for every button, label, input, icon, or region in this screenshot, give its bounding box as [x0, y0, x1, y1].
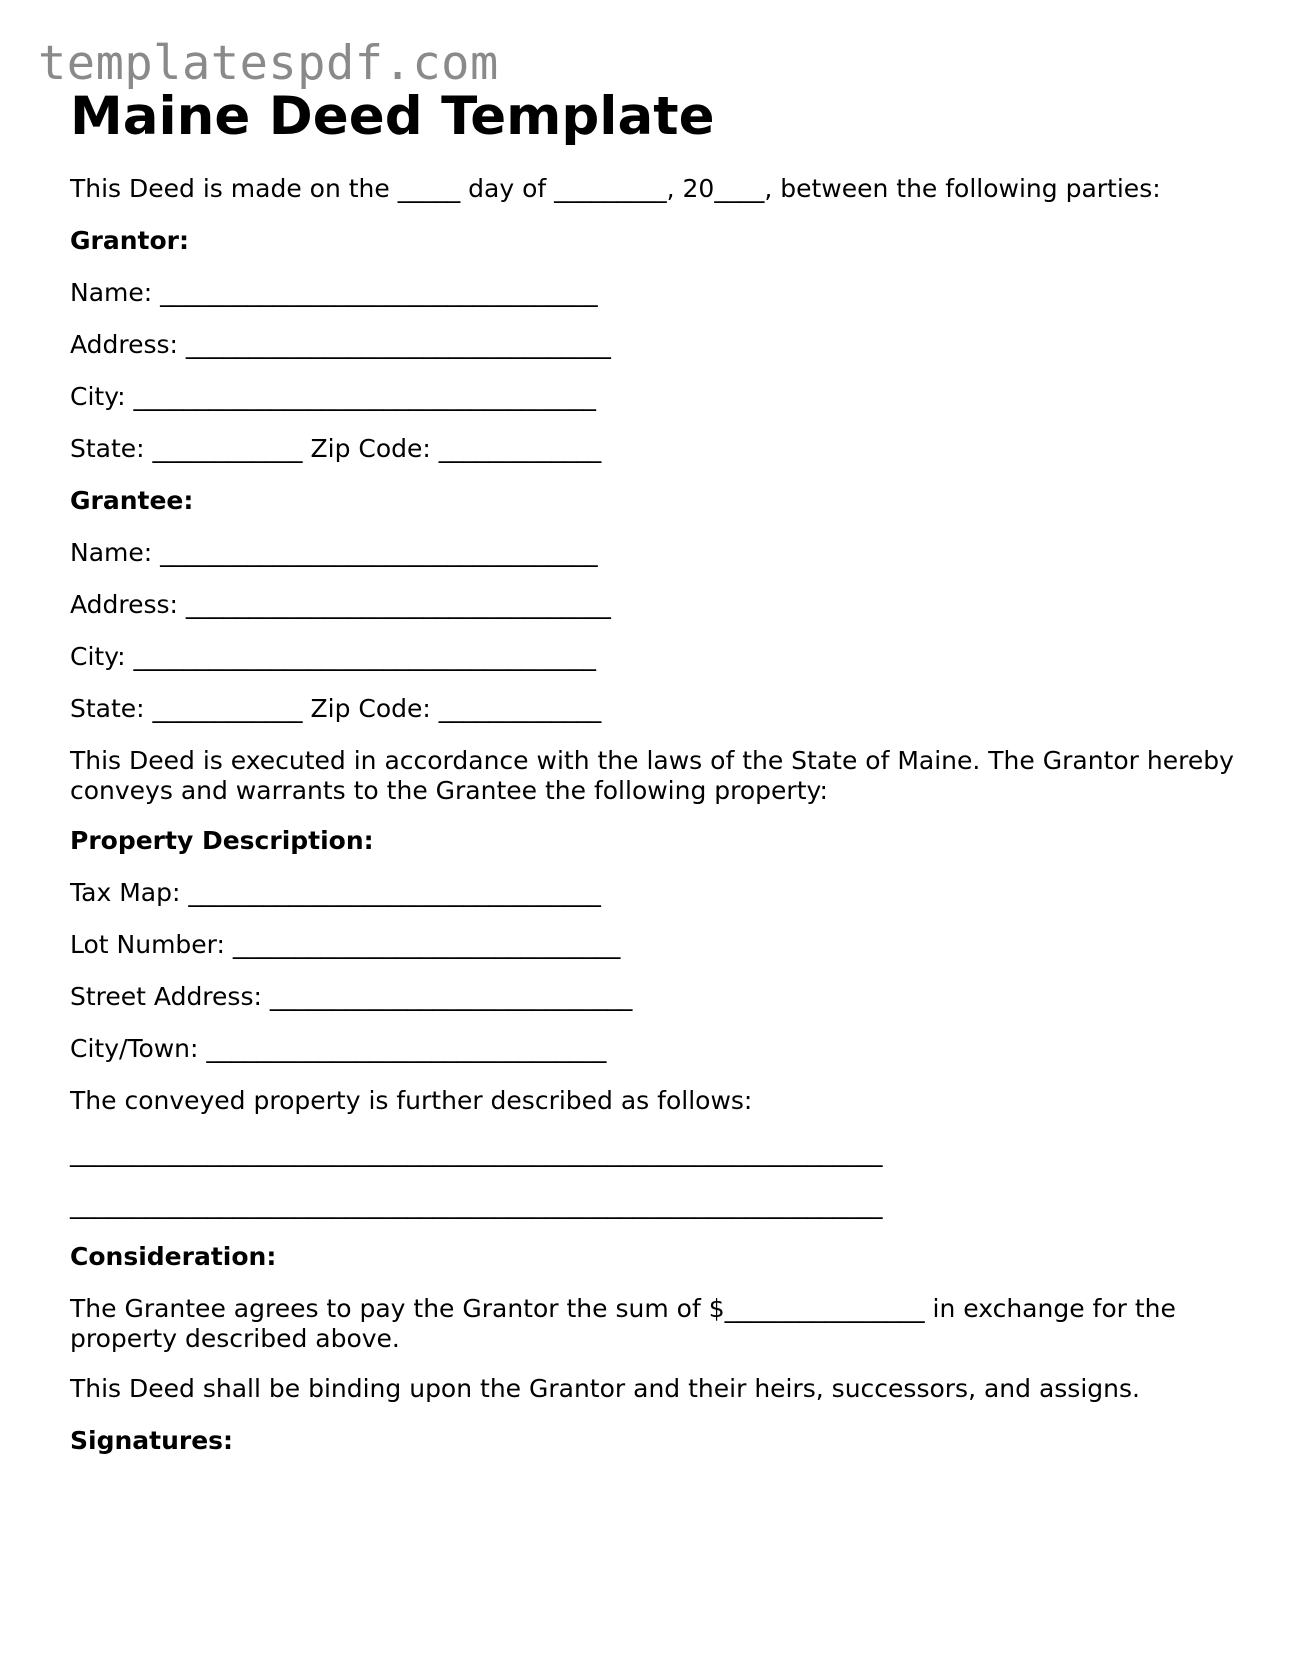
conveyance-paragraph: This Deed is executed in accordance with the laws of the State of Maine. The Grantor hereby conveys and warrants to the Grantee the following property: [70, 746, 1234, 805]
street-address-field: Street Address: _____________________________ [70, 982, 633, 1011]
watermark: templatespdf.com [38, 36, 499, 91]
grantor-name-field: Name: ___________________________________ [70, 278, 598, 307]
description-blank-line: _________________________________________________________________ [70, 1190, 883, 1219]
grantor-city-field: City: _____________________________________ [70, 382, 597, 411]
city-town-field: City/Town: ________________________________ [70, 1034, 607, 1063]
grantee-heading: Grantee: [70, 486, 194, 515]
grantee-state-zip-field: State: ____________ Zip Code: _____________ [70, 694, 602, 723]
consideration-paragraph: The Grantee agrees to pay the Grantor the sum of $________________ in exchange for the property described above. [70, 1294, 1176, 1353]
grantee-city-field: City: _____________________________________ [70, 642, 597, 671]
binding-paragraph: This Deed shall be binding upon the Grantor and their heirs, successors, and assigns. [70, 1374, 1140, 1403]
grantor-address-field: Address: __________________________________ [70, 330, 611, 359]
lot-number-field: Lot Number: _______________________________ [70, 930, 621, 959]
further-description-text: The conveyed property is further described as follows: [70, 1086, 753, 1115]
tax-map-field: Tax Map: _________________________________ [70, 878, 601, 907]
grantor-heading: Grantor: [70, 226, 189, 255]
consideration-heading: Consideration: [70, 1242, 277, 1271]
page-title: Maine Deed Template [70, 86, 715, 147]
signatures-heading: Signatures: [70, 1426, 234, 1455]
grantee-name-field: Name: ___________________________________ [70, 538, 598, 567]
grantor-state-zip-field: State: ____________ Zip Code: _____________ [70, 434, 602, 463]
description-blank-line: _________________________________________________________________ [70, 1138, 883, 1167]
intro-text: This Deed is made on the _____ day of _________, 20____, between the following parties: [70, 174, 1161, 203]
grantee-address-field: Address: __________________________________ [70, 590, 611, 619]
property-heading: Property Description: [70, 826, 374, 855]
